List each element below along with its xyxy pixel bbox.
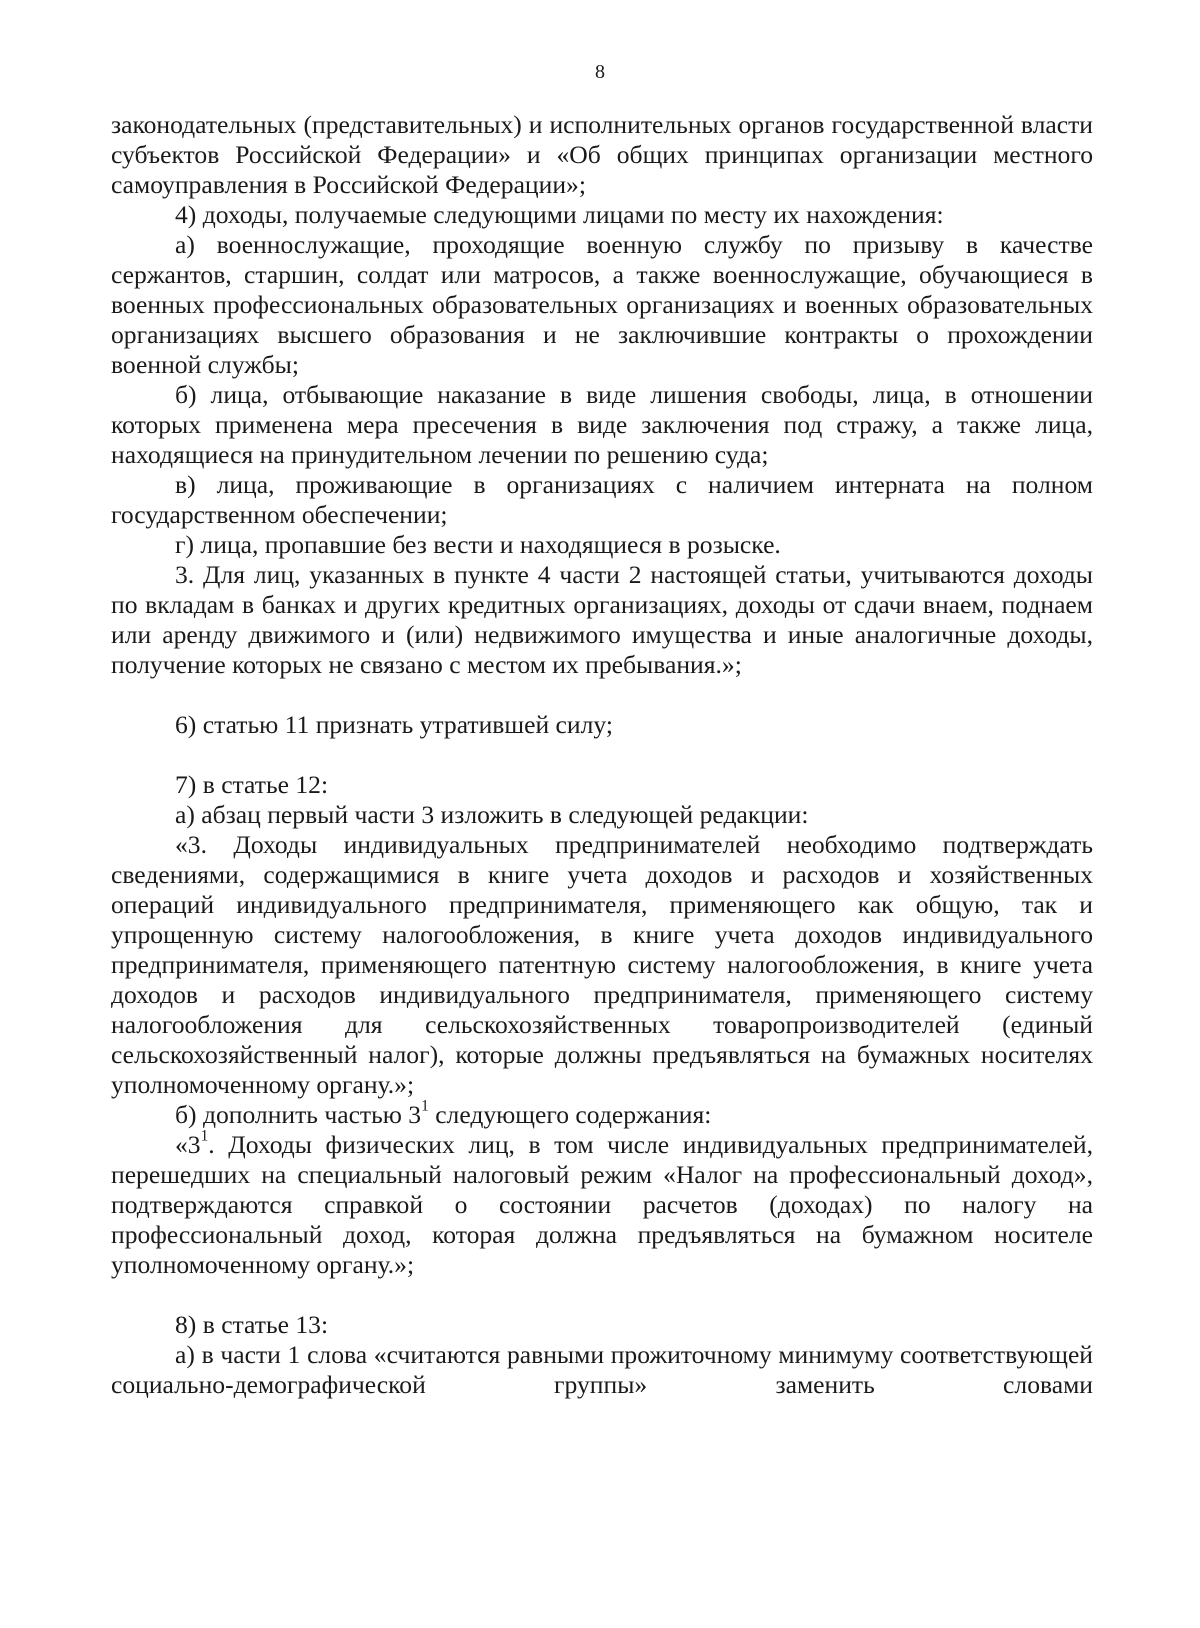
paragraph bbox=[111, 830, 1093, 1100]
paragraph-text: 4) доходы, получаемые следующими лицами по месту их нахождения: bbox=[175, 200, 944, 229]
paragraph bbox=[111, 380, 1093, 470]
paragraph-text: 7) в статье 12: bbox=[175, 770, 329, 799]
paragraph-text: г) лица, пропавшие без вести и находящиеся в розыске. bbox=[175, 530, 781, 559]
paragraph bbox=[111, 530, 1093, 560]
paragraph bbox=[111, 1127, 1093, 1280]
superscript: 1 bbox=[421, 1097, 429, 1115]
paragraph bbox=[111, 1340, 1093, 1400]
paragraph-text: законодательных (представительных) и исполнительных органов государственной власти субъектов Российской Федерации» и «Об общих принципах организации местного самоуправления в Российской Федерации»; bbox=[111, 110, 1093, 199]
paragraph bbox=[111, 560, 1093, 680]
paragraph bbox=[111, 230, 1093, 380]
page-number: 8 bbox=[595, 61, 605, 83]
paragraph-text-tail: следующего содержания: bbox=[428, 1100, 712, 1129]
paragraph-text: «3 bbox=[175, 1130, 201, 1159]
paragraph-text: а) абзац первый части 3 изложить в следующей редакции: bbox=[175, 800, 809, 829]
paragraph-text: в) лица, проживающие в организациях с наличием интерната на полном государственном обеспечении; bbox=[111, 470, 1093, 529]
superscript: 1 bbox=[200, 1127, 209, 1145]
paragraph-text: а) в части 1 слова «считаются равными прожиточному минимуму соответствующей социально-демографической группы» заменить словами bbox=[111, 1340, 1093, 1399]
paragraph-text: б) лица, отбывающие наказание в виде лишения свободы, лица, в отношении которых применена мера пресечения в виде заключения под стражу, а также лица, находящиеся на принудительном лечении по решению суда; bbox=[111, 380, 1093, 469]
paragraph-text: 6) статью 11 признать утратившей силу; bbox=[175, 710, 613, 739]
paragraph bbox=[111, 1097, 1093, 1130]
paragraph bbox=[111, 800, 1093, 830]
paragraph-text: а) военнослужащие, проходящие военную службу по призыву в качестве сержантов, старшин, солдат или матросов, а также военнослужащие, обучающиеся в военных профессиональных образовательных организациях и военных образовательных организациях высшего образования и не заключившие контракты о прохождении военной службы; bbox=[111, 230, 1093, 379]
paragraph bbox=[111, 200, 1093, 230]
paragraph-text-tail: . Доходы физических лиц, в том числе индивидуальных предпринимателей, перешедших на специальный налоговый режим «Налог на профессиональный доход», подтверждаются справкой о состоянии расчетов (доходах) по налогу на профессиональный доход, которая должна предъявляться на бумажном носителе уполномоченному органу.»; bbox=[111, 1130, 1093, 1279]
paragraph bbox=[111, 710, 1093, 740]
paragraph bbox=[111, 770, 1093, 800]
paragraph bbox=[111, 1310, 1093, 1340]
paragraph-text: «3. Доходы индивидуальных предпринимателей необходимо подтверждать сведениями, содержащимися в книге учета доходов и расходов и хозяйственных операций индивидуального предпринимателя, применяющего как общую, так и упрощенную систему налогообложения, в книге учета доходов индивидуального предпринимателя, применяющего патентную систему налогообложения, в книге учета доходов и расходов индивидуального предпринимателя, применяющего систему налогообложения для сельскохозяйственных товаропроизводителей (единый сельскохозяйственный налог), которые должны предъявляться на бумажных носителях уполномоченному органу.»; bbox=[111, 830, 1093, 1099]
document-body bbox=[111, 110, 1093, 1400]
paragraph-text: 3. Для лиц, указанных в пункте 4 части 2 настоящей статьи, учитываются доходы по вкладам в банках и других кредитных организациях, доходы от сдачи внаем, поднаем или аренду движимого и (или) недвижимого имущества и иные аналогичные доходы, получение которых не связано с местом их пребывания.»; bbox=[111, 560, 1093, 679]
paragraph bbox=[111, 470, 1093, 530]
paragraph bbox=[111, 110, 1093, 200]
paragraph-text: 8) в статье 13: bbox=[175, 1310, 329, 1339]
paragraph-text: б) дополнить частью 3 bbox=[175, 1100, 422, 1129]
